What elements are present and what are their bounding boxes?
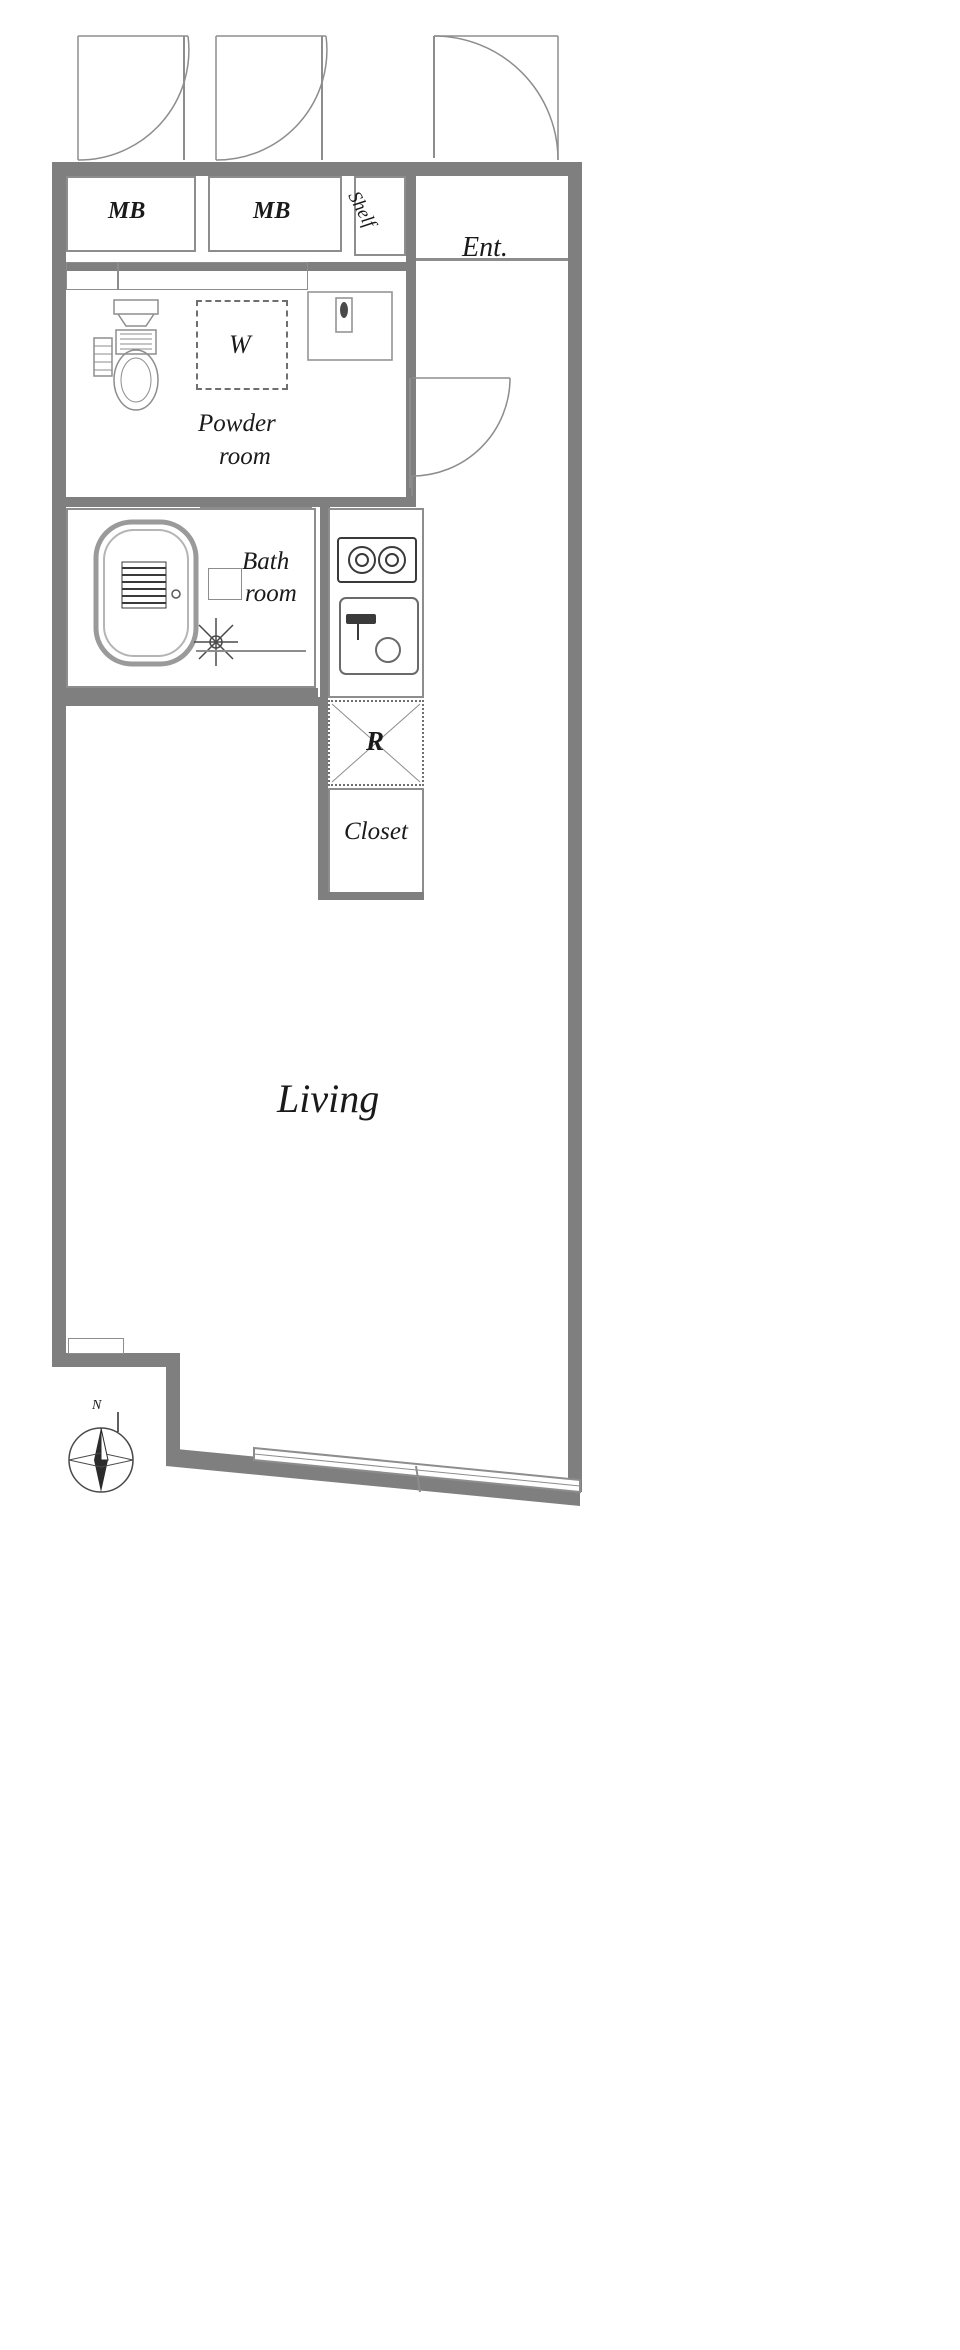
cabinet-powder-left <box>66 262 118 290</box>
label-mb2: MB <box>253 198 291 224</box>
door-swing-mb1 <box>70 30 210 170</box>
bath-counter-line <box>196 650 306 652</box>
wall-bottom-left <box>52 1353 180 1367</box>
door-swing-mb2 <box>208 30 348 170</box>
wall-right <box>568 162 582 1492</box>
bath-small-shelf <box>208 568 242 600</box>
stove-fixture <box>336 536 418 586</box>
label-living: Living <box>277 1076 380 1121</box>
wall-living-top <box>60 697 322 706</box>
label-shelf: Shelf <box>343 188 380 232</box>
wall-closet-bottom <box>318 892 424 900</box>
label-powder-room: room <box>219 443 271 470</box>
label-fridge: R <box>366 726 385 756</box>
shower-drain <box>186 612 246 672</box>
compass-rose <box>46 1398 156 1508</box>
wall-left <box>52 162 66 1367</box>
kitchen-sink <box>338 596 420 678</box>
balcony-rail <box>250 1430 590 1500</box>
door-swing-entrance <box>428 30 578 170</box>
label-closet: Closet <box>344 818 408 845</box>
label-washer: W <box>229 330 251 359</box>
door-bath <box>196 500 316 516</box>
label-bath-room: room <box>245 580 297 607</box>
label-compass-north: N <box>92 1398 102 1413</box>
toilet-fixture <box>92 298 178 422</box>
cabinet-powder-mid <box>118 262 308 290</box>
door-swing-powder <box>406 372 526 502</box>
label-entrance: Ent. <box>462 232 508 263</box>
label-mb1: MB <box>108 198 146 224</box>
window-living <box>68 1338 124 1354</box>
label-bath: Bath <box>242 548 290 575</box>
vanity-sink <box>306 290 396 364</box>
wall-closet-left <box>318 697 328 899</box>
label-powder: Powder <box>198 410 276 437</box>
